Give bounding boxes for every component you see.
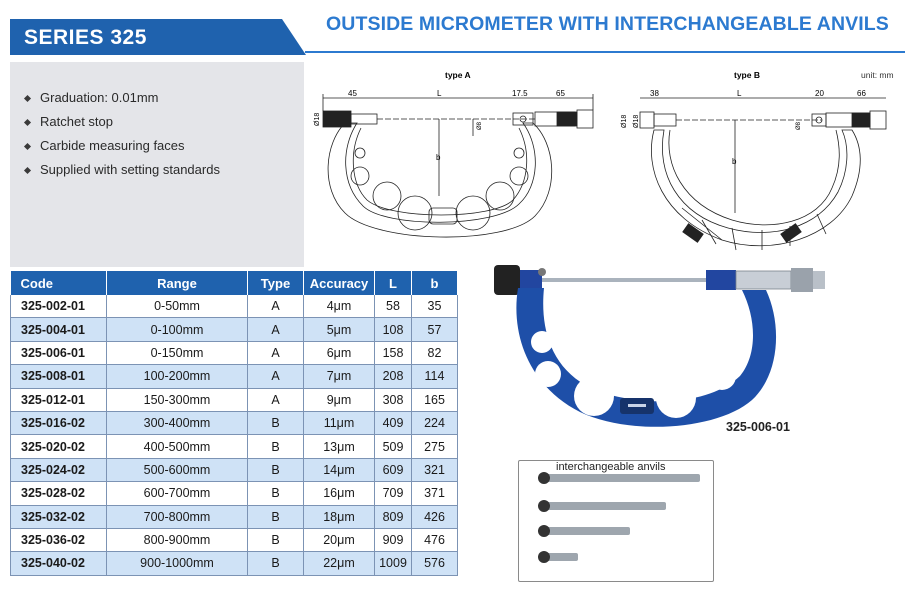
table-cell: 57 — [412, 318, 458, 341]
table-cell: 1009 — [375, 552, 412, 575]
diamond-bullet-icon — [24, 119, 31, 126]
table-cell: 35 — [412, 295, 458, 318]
spec-table — [10, 271, 458, 576]
table-cell: 14μm — [304, 458, 375, 481]
table-cell: 4μm — [304, 295, 375, 318]
table-cell: 22μm — [304, 552, 375, 575]
table-cell: 0-100mm — [107, 318, 248, 341]
type-b-dim-l: L — [737, 89, 742, 98]
anvils-image — [530, 470, 710, 575]
table-row — [11, 341, 458, 364]
table-row — [11, 528, 458, 551]
table-row — [11, 318, 458, 341]
feature-item — [24, 86, 304, 110]
feature-text: Carbide measuring faces — [40, 138, 185, 153]
type-a-dim-65: 65 — [556, 89, 565, 98]
table-cell: A — [248, 318, 304, 341]
unit-label: unit: mm — [861, 70, 894, 80]
series-label: SERIES 325 — [24, 26, 147, 49]
table-cell: 509 — [375, 435, 412, 458]
table-cell: 158 — [375, 341, 412, 364]
table-row — [11, 505, 458, 528]
type-b-dim-d8: Ø8 — [796, 121, 802, 130]
table-cell: 609 — [375, 458, 412, 481]
column-header: b — [412, 271, 458, 295]
table-cell: 325-032-02 — [11, 505, 107, 528]
table-cell: 476 — [412, 528, 458, 551]
table-cell: 426 — [412, 505, 458, 528]
table-cell: 9μm — [304, 388, 375, 411]
feature-item — [24, 110, 304, 134]
table-cell: 308 — [375, 388, 412, 411]
type-b-dim-38: 38 — [650, 89, 659, 98]
photo-caption: 325-006-01 — [726, 420, 790, 434]
table-cell: 275 — [412, 435, 458, 458]
table-row — [11, 458, 458, 481]
table-row — [11, 435, 458, 458]
column-header: Accuracy — [304, 271, 375, 295]
type-a-dim-17-5: 17.5 — [512, 89, 528, 98]
table-cell: 0-50mm — [107, 295, 248, 318]
table-cell: 100-200mm — [107, 365, 248, 388]
type-b-label: type B — [734, 70, 760, 80]
diamond-bullet-icon — [24, 167, 31, 174]
type-a-dim-l: L — [437, 89, 442, 98]
table-cell: 114 — [412, 365, 458, 388]
table-cell: 709 — [375, 482, 412, 505]
type-b-dim-66: 66 — [857, 89, 866, 98]
table-row — [11, 365, 458, 388]
type-a-dim-d18: Ø18 — [314, 112, 321, 126]
table-cell: 11μm — [304, 411, 375, 434]
feature-text: Supplied with setting standards — [40, 162, 220, 177]
table-cell: A — [248, 341, 304, 364]
table-cell: 325-040-02 — [11, 552, 107, 575]
table-row — [11, 295, 458, 318]
table-cell: 321 — [412, 458, 458, 481]
table-cell: B — [248, 435, 304, 458]
type-a-dim-d8: Ø8 — [477, 121, 483, 130]
table-cell: 208 — [375, 365, 412, 388]
type-b-dim-d18a: Ø18 — [621, 114, 628, 128]
table-cell: 7μm — [304, 365, 375, 388]
table-cell: 325-006-01 — [11, 341, 107, 364]
table-cell: 150-300mm — [107, 388, 248, 411]
type-b-dim-20: 20 — [815, 89, 824, 98]
table-cell: 18μm — [304, 505, 375, 528]
table-cell: 600-700mm — [107, 482, 248, 505]
column-header: Type — [248, 271, 304, 295]
table-cell: 500-600mm — [107, 458, 248, 481]
table-cell: 900-1000mm — [107, 552, 248, 575]
micrometer-photo — [480, 258, 840, 433]
table-cell: A — [248, 295, 304, 318]
table-cell: 165 — [412, 388, 458, 411]
features-panel — [10, 62, 304, 267]
table-cell: 20μm — [304, 528, 375, 551]
table-cell: B — [248, 528, 304, 551]
table-cell: 409 — [375, 411, 412, 434]
type-b-dim-b: b — [732, 157, 737, 166]
table-header-row — [11, 271, 458, 295]
type-b-drawing — [612, 68, 912, 268]
table-cell: 5μm — [304, 318, 375, 341]
table-cell: B — [248, 458, 304, 481]
type-b-dim-d18b: Ø18 — [633, 114, 640, 128]
table-cell: 325-016-02 — [11, 411, 107, 434]
diamond-bullet-icon — [24, 95, 31, 102]
features-list — [10, 62, 304, 182]
table-row — [11, 411, 458, 434]
table-cell: B — [248, 505, 304, 528]
table-cell: 325-002-01 — [11, 295, 107, 318]
table-cell: 300-400mm — [107, 411, 248, 434]
table-row — [11, 482, 458, 505]
table-cell: 16μm — [304, 482, 375, 505]
column-header: Code — [11, 271, 107, 295]
table-cell: 400-500mm — [107, 435, 248, 458]
table-cell: 325-020-02 — [11, 435, 107, 458]
table-cell: B — [248, 552, 304, 575]
table-cell: 325-028-02 — [11, 482, 107, 505]
table-cell: 371 — [412, 482, 458, 505]
table-cell: 82 — [412, 341, 458, 364]
table-cell: 800-900mm — [107, 528, 248, 551]
table-cell: 325-024-02 — [11, 458, 107, 481]
table-cell: 700-800mm — [107, 505, 248, 528]
feature-item — [24, 134, 304, 158]
table-cell: 224 — [412, 411, 458, 434]
diamond-bullet-icon — [24, 143, 31, 150]
table-cell: 325-004-01 — [11, 318, 107, 341]
type-a-label: type A — [445, 70, 471, 80]
table-cell: 13μm — [304, 435, 375, 458]
table-cell: 6μm — [304, 341, 375, 364]
table-cell: 909 — [375, 528, 412, 551]
table-cell: 0-150mm — [107, 341, 248, 364]
table-cell: 325-012-01 — [11, 388, 107, 411]
title-underline — [305, 51, 905, 53]
type-a-dim-45: 45 — [348, 89, 357, 98]
table-cell: 108 — [375, 318, 412, 341]
page-title: OUTSIDE MICROMETER WITH INTERCHANGEABLE ANVILS — [326, 13, 889, 35]
table-cell: B — [248, 411, 304, 434]
table-row — [11, 388, 458, 411]
table-cell: 576 — [412, 552, 458, 575]
anvils-caption: interchangeable anvils — [556, 461, 666, 473]
table-cell: B — [248, 482, 304, 505]
feature-item — [24, 158, 304, 182]
table-cell: 58 — [375, 295, 412, 318]
table-cell: A — [248, 388, 304, 411]
type-a-drawing — [305, 68, 615, 268]
feature-text: Graduation: 0.01mm — [40, 90, 159, 105]
column-header: L — [375, 271, 412, 295]
type-a-dim-b: b — [436, 153, 441, 162]
column-header: Range — [107, 271, 248, 295]
table-cell: 809 — [375, 505, 412, 528]
table-cell: 325-036-02 — [11, 528, 107, 551]
table-row — [11, 552, 458, 575]
feature-text: Ratchet stop — [40, 114, 113, 129]
table-cell: 325-008-01 — [11, 365, 107, 388]
table-cell: A — [248, 365, 304, 388]
